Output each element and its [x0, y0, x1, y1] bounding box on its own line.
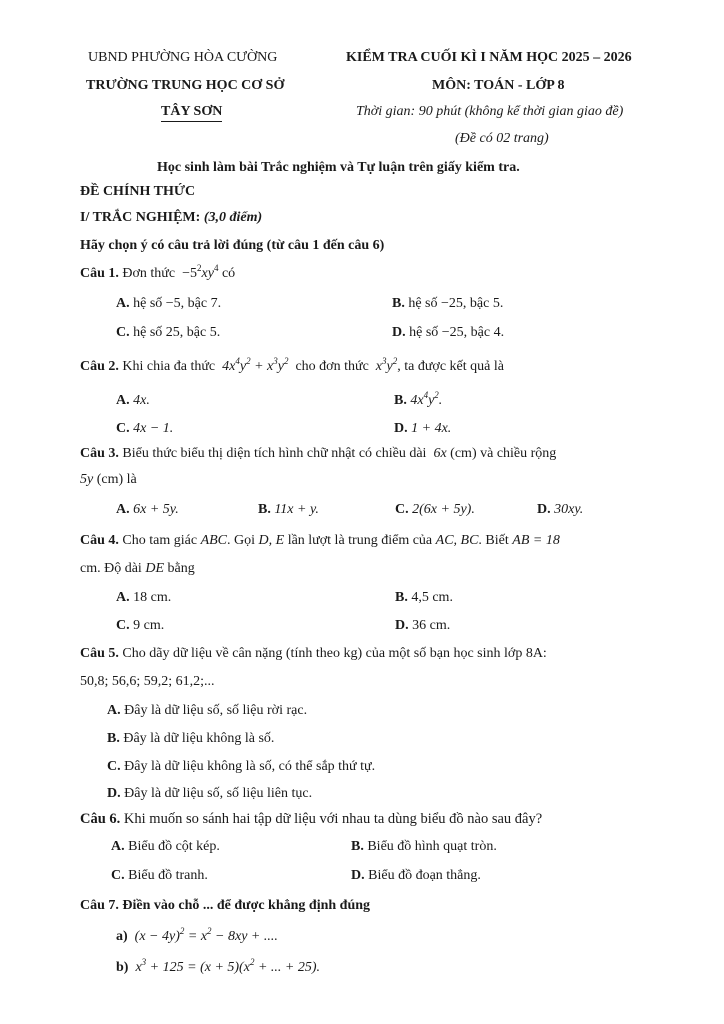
q6-option-c[interactable]: C. Biểu đồ tranh. [111, 868, 208, 883]
q6-option-a[interactable]: A. Biểu đồ cột kép. [111, 839, 220, 854]
q2-monomial: $x^3y^2$ [375, 356, 398, 374]
question-2: Câu 2. Khi chia đa thức $4x^4y^2 + x^3y^2$ cho đơn thức $x^3y^2$, ta được kết quả là [80, 356, 504, 374]
q2-label: Câu 2. [80, 359, 119, 374]
q1-option-b[interactable]: B. hệ số −25, bậc 5. [392, 296, 504, 311]
question-7: Câu 7. Điền vào chỗ ... để được khẳng định đúng [80, 898, 371, 913]
q3-option-d[interactable]: D. 30xy. [537, 502, 584, 517]
q7-part-b: b) $x^3 + 125 = (x + 5)(x^2$ + ... + 25). [116, 957, 320, 975]
q1-monomial: $-5^2xy^4$ [182, 263, 219, 281]
official-label: ĐỀ CHÍNH THỨC [80, 184, 196, 199]
q3-label: Câu 3. [80, 446, 119, 461]
question-3: Câu 3. Biểu thức biểu thị diện tích hình chữ nhật có chiều dài 6x (cm) và chiều rộng [80, 446, 557, 461]
q6-option-d[interactable]: D. Biểu đồ đoạn thẳng. [351, 868, 481, 883]
question-5: Câu 5. Cho dãy dữ liệu về cân nặng (tính theo kg) của một số bạn học sinh lớp 8A: [80, 646, 547, 661]
section-title [80, 210, 262, 226]
q1-option-c[interactable]: C. hệ số 25, bậc 5. [116, 325, 221, 340]
q5-option-a[interactable]: A. Đây là dữ liệu số, số liệu rời rạc. [107, 703, 308, 718]
q6-label: Câu 6. [80, 811, 121, 827]
question-6: Câu 6. Khi muốn so sánh hai tập dữ liệu với nhau ta dùng biểu đồ nào sau đây? [80, 811, 543, 827]
q4-option-c[interactable]: C. 9 cm. [116, 618, 165, 633]
q1-option-d[interactable]: D. hệ số −25, bậc 4. [392, 325, 505, 340]
q5-option-c[interactable]: C. Đây là dữ liệu không là số, có thể sắp thứ tự. [107, 759, 376, 774]
section-points: (3,0 điểm) [203, 210, 263, 225]
q2-option-d[interactable]: D. 1 + 4x. [394, 421, 452, 436]
section-subtitle: Hãy chọn ý có câu trả lời đúng (từ câu 1 đến câu 6) [80, 238, 385, 253]
subject-title: MÔN: TOÁN - LỚP 8 [432, 78, 565, 93]
page-count: (Đề có 02 trang) [455, 131, 549, 146]
q2-option-b[interactable]: B. $4x^4y^2$. [394, 390, 443, 408]
q5-option-b[interactable]: B. Đây là dữ liệu không là số. [107, 731, 275, 746]
q1-text-end: có [221, 266, 236, 281]
q3-option-a[interactable]: A. 6x + 5y. [116, 502, 179, 517]
q4-option-d[interactable]: D. 36 cm. [395, 618, 451, 633]
exam-title: KIỂM TRA CUỐI KÌ I NĂM HỌC 2025 – 2026 [346, 50, 632, 65]
q4-option-b[interactable]: B. 4,5 cm. [395, 590, 453, 605]
question-1 [80, 263, 236, 282]
q6-option-b[interactable]: B. Biểu đồ hình quạt tròn. [351, 839, 497, 854]
school-name-line2: TÂY SƠN [161, 104, 222, 122]
q2-option-c[interactable]: C. 4x − 1. [116, 421, 174, 436]
question-4-cont: cm. Độ dài DE bằng [80, 561, 195, 576]
q1-text: Đơn thức [122, 266, 176, 281]
q1-option-a[interactable]: A. hệ số −5, bậc 7. [116, 296, 222, 311]
q5-label: Câu 5. [80, 646, 119, 661]
q1-label: Câu 1. [80, 266, 119, 281]
instruction: Học sinh làm bài Trắc nghiệm và Tự luận trên giấy kiểm tra. [157, 160, 520, 175]
q4-option-a[interactable]: A. 18 cm. [116, 590, 172, 605]
school-name: TRƯỜNG TRUNG HỌC CƠ SỞ [86, 78, 285, 93]
section-title-text: I/ TRẮC NGHIỆM: [80, 210, 201, 225]
q3-option-b[interactable]: B. 11x + y. [258, 502, 319, 517]
question-4: Câu 4. Cho tam giác ABC. Gọi D, E lần lượt là trung điểm của AC, BC. Biết AB = 18 [80, 533, 560, 548]
exam-time: Thời gian: 90 phút (không kể thời gian giao đề) [356, 104, 624, 119]
ward-name: UBND PHƯỜNG HÒA CƯỜNG [88, 50, 278, 65]
question-3-cont: 5y (cm) là [80, 472, 137, 487]
q3-option-c[interactable]: C. 2(6x + 5y). [395, 502, 475, 517]
q5-option-d[interactable]: D. Đây là dữ liệu số, số liệu liên tục. [107, 786, 313, 801]
q4-label: Câu 4. [80, 533, 119, 548]
q2-option-a[interactable]: A. 4x. [116, 393, 150, 408]
q2-polynomial: $4x^4y^2 + x^3y^2$ [222, 356, 289, 374]
q7-part-a: a) $(x - 4y)^2 = x^2 - 8xy$ + .... [116, 926, 278, 944]
q5-data: 50,8; 56,6; 59,2; 61,2;... [80, 674, 215, 689]
